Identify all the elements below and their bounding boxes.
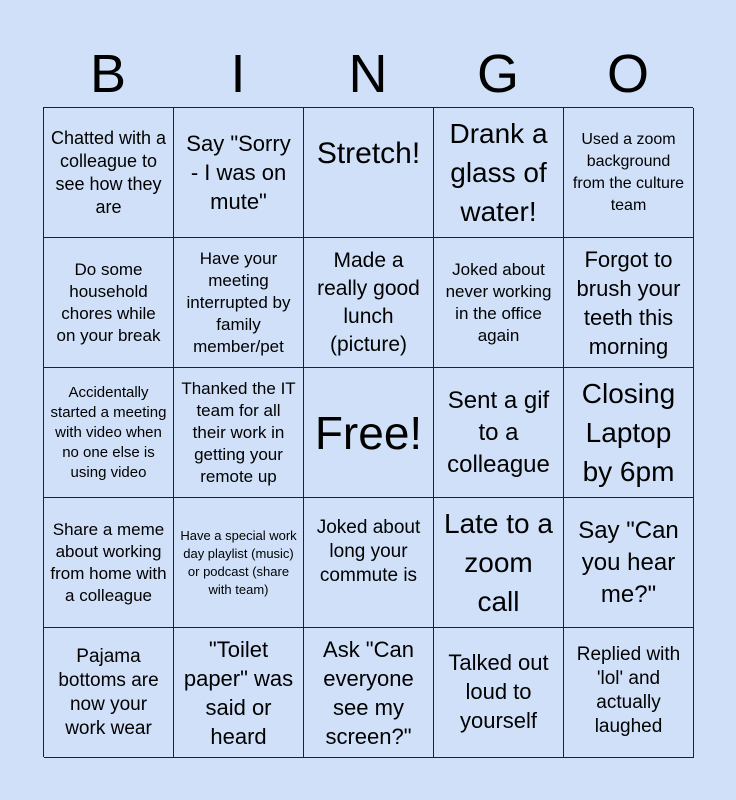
cell-text: "Toilet paper" was said or heard — [183, 636, 294, 749]
cell-text: Stretch! — [316, 137, 421, 170]
cell-text: Thanked the IT team for all their work in getting your remote up — [181, 378, 296, 486]
bingo-cell-r1c4[interactable] — [434, 108, 564, 238]
cell-text: Share a meme about working from home with a colleague — [50, 519, 167, 605]
cell-text: Free! — [314, 406, 423, 459]
cell-text: Drank a glass of water! — [449, 118, 548, 227]
bingo-cell-r4c1[interactable] — [44, 498, 174, 628]
bingo-header — [43, 40, 693, 108]
bingo-cell-r4c2[interactable] — [174, 498, 304, 628]
header-letter-n: N — [348, 44, 388, 104]
bingo-cell-r3c2[interactable] — [174, 368, 304, 498]
cell-text: Say "Can you hear me?" — [578, 516, 679, 608]
cell-text: Have a special work day playlist (music) or podcast (share with team) — [180, 527, 297, 597]
cell-text: Do some household chores while on your break — [56, 259, 161, 345]
header-letter-g: G — [476, 44, 519, 104]
bingo-cell-r3c1[interactable] — [44, 368, 174, 498]
bingo-cell-r2c1[interactable] — [44, 238, 174, 368]
bingo-cell-r1c5[interactable] — [564, 108, 694, 238]
cell-text: Say "Sorry - I was on mute" — [186, 131, 291, 214]
bingo-cell-r2c3[interactable] — [304, 238, 434, 368]
cell-text: Joked about long your commute is — [316, 517, 421, 586]
bingo-cell-r4c5[interactable] — [564, 498, 694, 628]
bingo-cell-r1c2[interactable] — [174, 108, 304, 238]
bingo-cell-r4c4[interactable] — [434, 498, 564, 628]
cell-text: Used a zoom background from the culture team — [572, 130, 685, 214]
header-letter-o: O — [606, 44, 649, 104]
cell-text: Forgot to brush your teeth this morning — [576, 246, 681, 359]
cell-text: Late to a zoom call — [444, 508, 553, 617]
cell-text: Ask "Can everyone see my screen?" — [323, 636, 414, 749]
bingo-cell-r3c5[interactable] — [564, 368, 694, 498]
cell-text: Sent a gif to a colleague — [447, 386, 550, 478]
cell-text: Replied with 'lol' and actually laughed — [576, 644, 681, 737]
bingo-cell-r5c3[interactable] — [304, 628, 434, 758]
bingo-cell-r5c4[interactable] — [434, 628, 564, 758]
cell-text: Joked about never working in the office again — [445, 259, 552, 345]
cell-text: Talked out loud to yourself — [448, 650, 549, 733]
bingo-cell-r3c4[interactable] — [434, 368, 564, 498]
bingo-cell-r1c1[interactable] — [44, 108, 174, 238]
header-letter-i: I — [230, 44, 246, 104]
cell-text: Pajama bottoms are now your work wear — [58, 645, 159, 739]
cell-text: Accidentally started a meeting with video when no one else is using video — [50, 383, 167, 481]
bingo-board — [43, 107, 693, 757]
bingo-cell-r4c3[interactable] — [304, 498, 434, 628]
bingo-cell-r1c3[interactable] — [304, 108, 434, 238]
header-letter-b: B — [89, 44, 127, 104]
bingo-cell-r2c2[interactable] — [174, 238, 304, 368]
bingo-cell-r2c5[interactable] — [564, 238, 694, 368]
cell-text: Closing Laptop by 6pm — [581, 378, 676, 487]
bingo-cell-r5c2[interactable] — [174, 628, 304, 758]
bingo-cell-free[interactable] — [304, 368, 434, 498]
cell-text: Made a really good lunch (picture) — [317, 248, 420, 356]
bingo-cell-r5c5[interactable] — [564, 628, 694, 758]
cell-text: Chatted with a colleague to see how they are — [50, 127, 167, 217]
cell-text: Have your meeting interrupted by family member/pet — [186, 248, 291, 356]
bingo-cell-r5c1[interactable] — [44, 628, 174, 758]
bingo-cell-r2c4[interactable] — [434, 238, 564, 368]
